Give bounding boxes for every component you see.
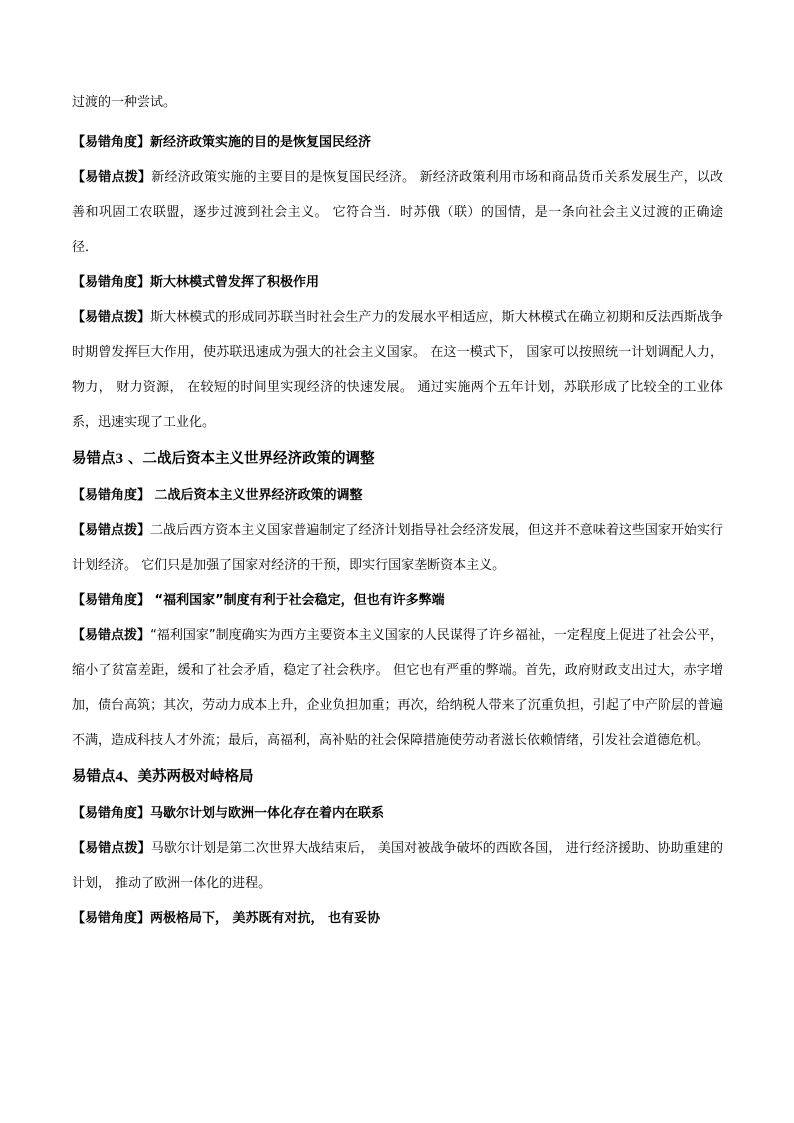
angle-text: “福利国家”制度有利于社会稳定，但也有许多弊端 xyxy=(150,593,445,608)
point-tag: 【易错点拨】 xyxy=(72,170,152,185)
angle-tag: 【易错角度】 xyxy=(72,275,151,290)
angle-tag: 【易错角度】 xyxy=(72,135,151,150)
point-text: 新经济政策实施的主要目的是恢复国民经济。 新经济政策利用市场和商品货币关系发展生产，以改善和巩固工农联盟，逐步过渡到社会主义。 它符合当．时苏俄（联）的国情，是一条向社会主义过渡的正确途径． xyxy=(72,170,723,255)
section-heading-number: 3 xyxy=(115,451,123,467)
point-tag: 【易错点拨】 xyxy=(72,310,151,325)
section-3 xyxy=(72,440,723,758)
error-angle xyxy=(72,125,723,160)
section-heading xyxy=(72,758,723,796)
point-tag: 【易错点拨】 xyxy=(72,523,151,538)
section-heading-text: 、二战后资本主义世界经济政策的调整 xyxy=(123,451,375,467)
angle-tag: 【易错角度】 xyxy=(72,488,151,503)
angle-text: 马歇尔计划与欧洲一体化存在着内在联系 xyxy=(150,806,385,821)
section-heading xyxy=(72,440,723,478)
point-tag: 【易错点拨】 xyxy=(72,628,151,643)
angle-text: 两极格局下， 美苏既有对抗， 也有妥协 xyxy=(150,911,381,926)
section-heading-text: 、美苏两极对峙格局 xyxy=(123,769,254,785)
point-text: “福利国家”制度确实为西方主要资本主义国家的人民谋得了许乡福祉，一定程度上促进了社会公平，缩小了贫富差距，缓和了社会矛盾，稳定了社会秩序。 但它也有严重的弊端。首先，政府财政支出过大，赤字增加，债台高筑；其次，劳动力成本上升，企业负担加重；再次，给纳税人带来了沉重负担，引起了中产阶层的普遍不满，造成科技人才外流；最后，高福利，高补贴的社会保障措施使劳动者滋长依赖情绪，引发社会道德危机。 xyxy=(72,628,723,748)
angle-tag: 【易错角度】 xyxy=(72,593,151,608)
angle-text: 二战后资本主义世界经济政策的调整 xyxy=(150,488,363,503)
angle-tag: 【易错角度】 xyxy=(72,806,151,821)
section-heading-prefix: 易错点 xyxy=(72,769,116,785)
error-point xyxy=(72,618,723,758)
section-heading-number: 4 xyxy=(115,769,123,785)
section-heading-prefix: 易错点 xyxy=(72,451,116,467)
error-angle xyxy=(72,901,723,936)
angle-tag: 【易错角度】 xyxy=(72,911,151,926)
error-point xyxy=(72,160,723,265)
error-point xyxy=(72,831,723,901)
intro-line: 过渡的一种尝试。 xyxy=(72,95,177,110)
angle-text: 斯大林模式曾发挥了积极作用 xyxy=(150,275,320,290)
error-point xyxy=(72,513,723,583)
point-tag: 【易错点拨】 xyxy=(72,841,151,856)
point-text: 斯大林模式的形成同苏联当时社会生产力的发展水平相适应，斯大林模式在确立初期和反法西斯战争时期曾发挥巨大作用，使苏联迅速成为强大的社会主义国家。 在这一模式下， 国家可以按照统一计划调配人力， 物力， 财力资源， 在较短的时间里实现经济的快速发展。 通过实施两个五年计划，苏联形成了比较全的工业体系，迅速实现了工业化。 xyxy=(72,310,723,430)
error-angle xyxy=(72,265,723,300)
error-angle xyxy=(72,478,723,513)
error-angle xyxy=(72,583,723,618)
angle-text: 新经济政策实施的目的是恢复国民经济 xyxy=(150,135,372,150)
error-angle xyxy=(72,796,723,831)
point-text: 马歇尔计划是第二次世界大战结束后， 美国对被战争破坏的西欧各国， 进行经济援助、协助重建的计划， 推动了欧洲一体化的进程。 xyxy=(72,841,723,891)
point-text: 二战后西方资本主义国家普遍制定了经济计划指导社会经济发展，但这并不意味着这些国家开始实行计划经济。 它们只是加强了国家对经济的干预，即实行国家垄断资本主义。 xyxy=(72,523,723,573)
section-continuation xyxy=(72,125,723,440)
section-4 xyxy=(72,758,723,936)
error-point xyxy=(72,300,723,440)
